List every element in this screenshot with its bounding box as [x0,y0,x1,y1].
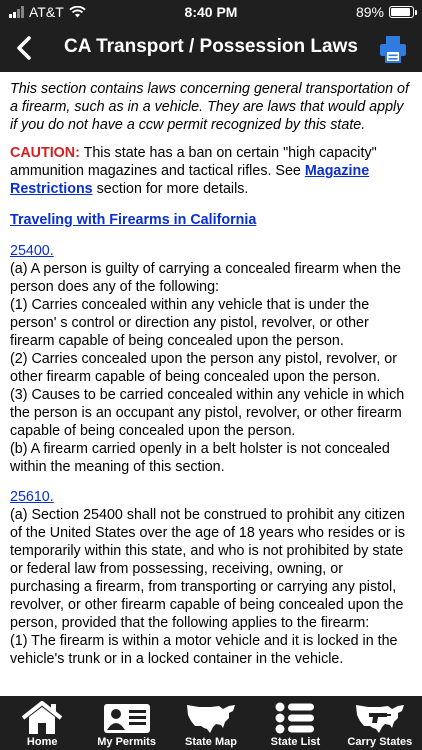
traveling-heading-link[interactable]: Traveling with Firearms in California [10,212,257,228]
navigation-bar [0,24,422,72]
tab-carry-states[interactable] [338,696,422,750]
section-line: (1) The firearm is within a motor vehicle and it is locked in the vehicle's trunk or in a locked container in the vehicle. [10,633,398,667]
tab-label: Home [26,736,58,748]
carrier-label: AT&T [29,4,64,20]
print-button[interactable] [378,34,408,64]
carry-states-icon [354,701,406,735]
tab-bar [0,696,422,750]
status-right [356,4,414,20]
caution-text: This state has a ban on certain "high capacity" ammunition magazines and tactical rifles. See [10,145,377,179]
law-content[interactable] [0,72,422,696]
section-line: (a) Section 25400 shall not be construed to prohibit any citizen of the United States over the age of 18 years who resides or is temporarily within this state, and who is not prohibited by state or federal law from possessing, receiving, owning, or purchasing a firearm, from transporting or carrying any pistol, revolver, or other firearm capable of being concealed upon the person, provided that the following applies to the firearm: [10,507,405,631]
section-number-link[interactable]: 25610. [10,489,54,505]
intro-text: This section contains laws concerning general transportation of a firearm, such as in a vehicle. They are laws that would apply if you do not have a ccw permit recognized by this state. [10,81,409,133]
chevron-left-icon [10,32,40,64]
tab-label: My Permits [97,736,156,748]
caution-label: CAUTION: [10,145,80,161]
section-line: (a) A person is guilty of carrying a concealed firearm when the person does any of the following: [10,261,401,295]
tab-state-list[interactable] [253,696,337,750]
section-line: (2) Carries concealed upon the person any pistol, revolver, or other firearm capable of being concealed upon the person. [10,351,398,385]
tab-label: Carry States [347,736,413,748]
tab-home[interactable] [0,696,84,750]
battery-level [391,8,410,16]
tab-label: State List [270,736,321,748]
caution-paragraph [10,144,412,198]
law-section-25400 [10,242,412,476]
section-line: (b) A firearm carried openly in a belt holster is not concealed within the meaning of this section. [10,441,390,475]
law-section-25610 [10,488,412,668]
tab-label: State Map [185,736,237,748]
tab-state-map[interactable] [169,696,253,750]
status-time: 8:40 PM [184,4,238,20]
back-button[interactable] [10,32,40,64]
tab-my-permits[interactable] [84,696,168,750]
battery-percent: 89% [355,4,384,20]
page-title: CA Transport / Possession Laws [64,36,358,57]
section-number-link[interactable]: 25400. [10,243,54,259]
magazine-restrictions-link[interactable]: Magazine Restrictions [10,163,370,197]
list-icon [273,701,317,735]
section-line: (3) Causes to be carried concealed within any vehicle in which the person is an occupant any pistol, revolver, or other firearm capable of being concealed upon the person. [10,387,405,439]
caution-text-end: section for more details. [92,181,249,197]
battery-icon [389,6,414,18]
printer-icon [378,34,408,64]
section-line: (1) Carries concealed within any vehicle that is under the person' s control or direction any pistol, revolver, or other firearm capable of being concealed upon the person. [10,297,370,349]
us-map-icon [185,701,237,735]
home-icon [20,701,64,735]
id-card-icon [102,701,152,735]
status-bar [0,0,422,24]
